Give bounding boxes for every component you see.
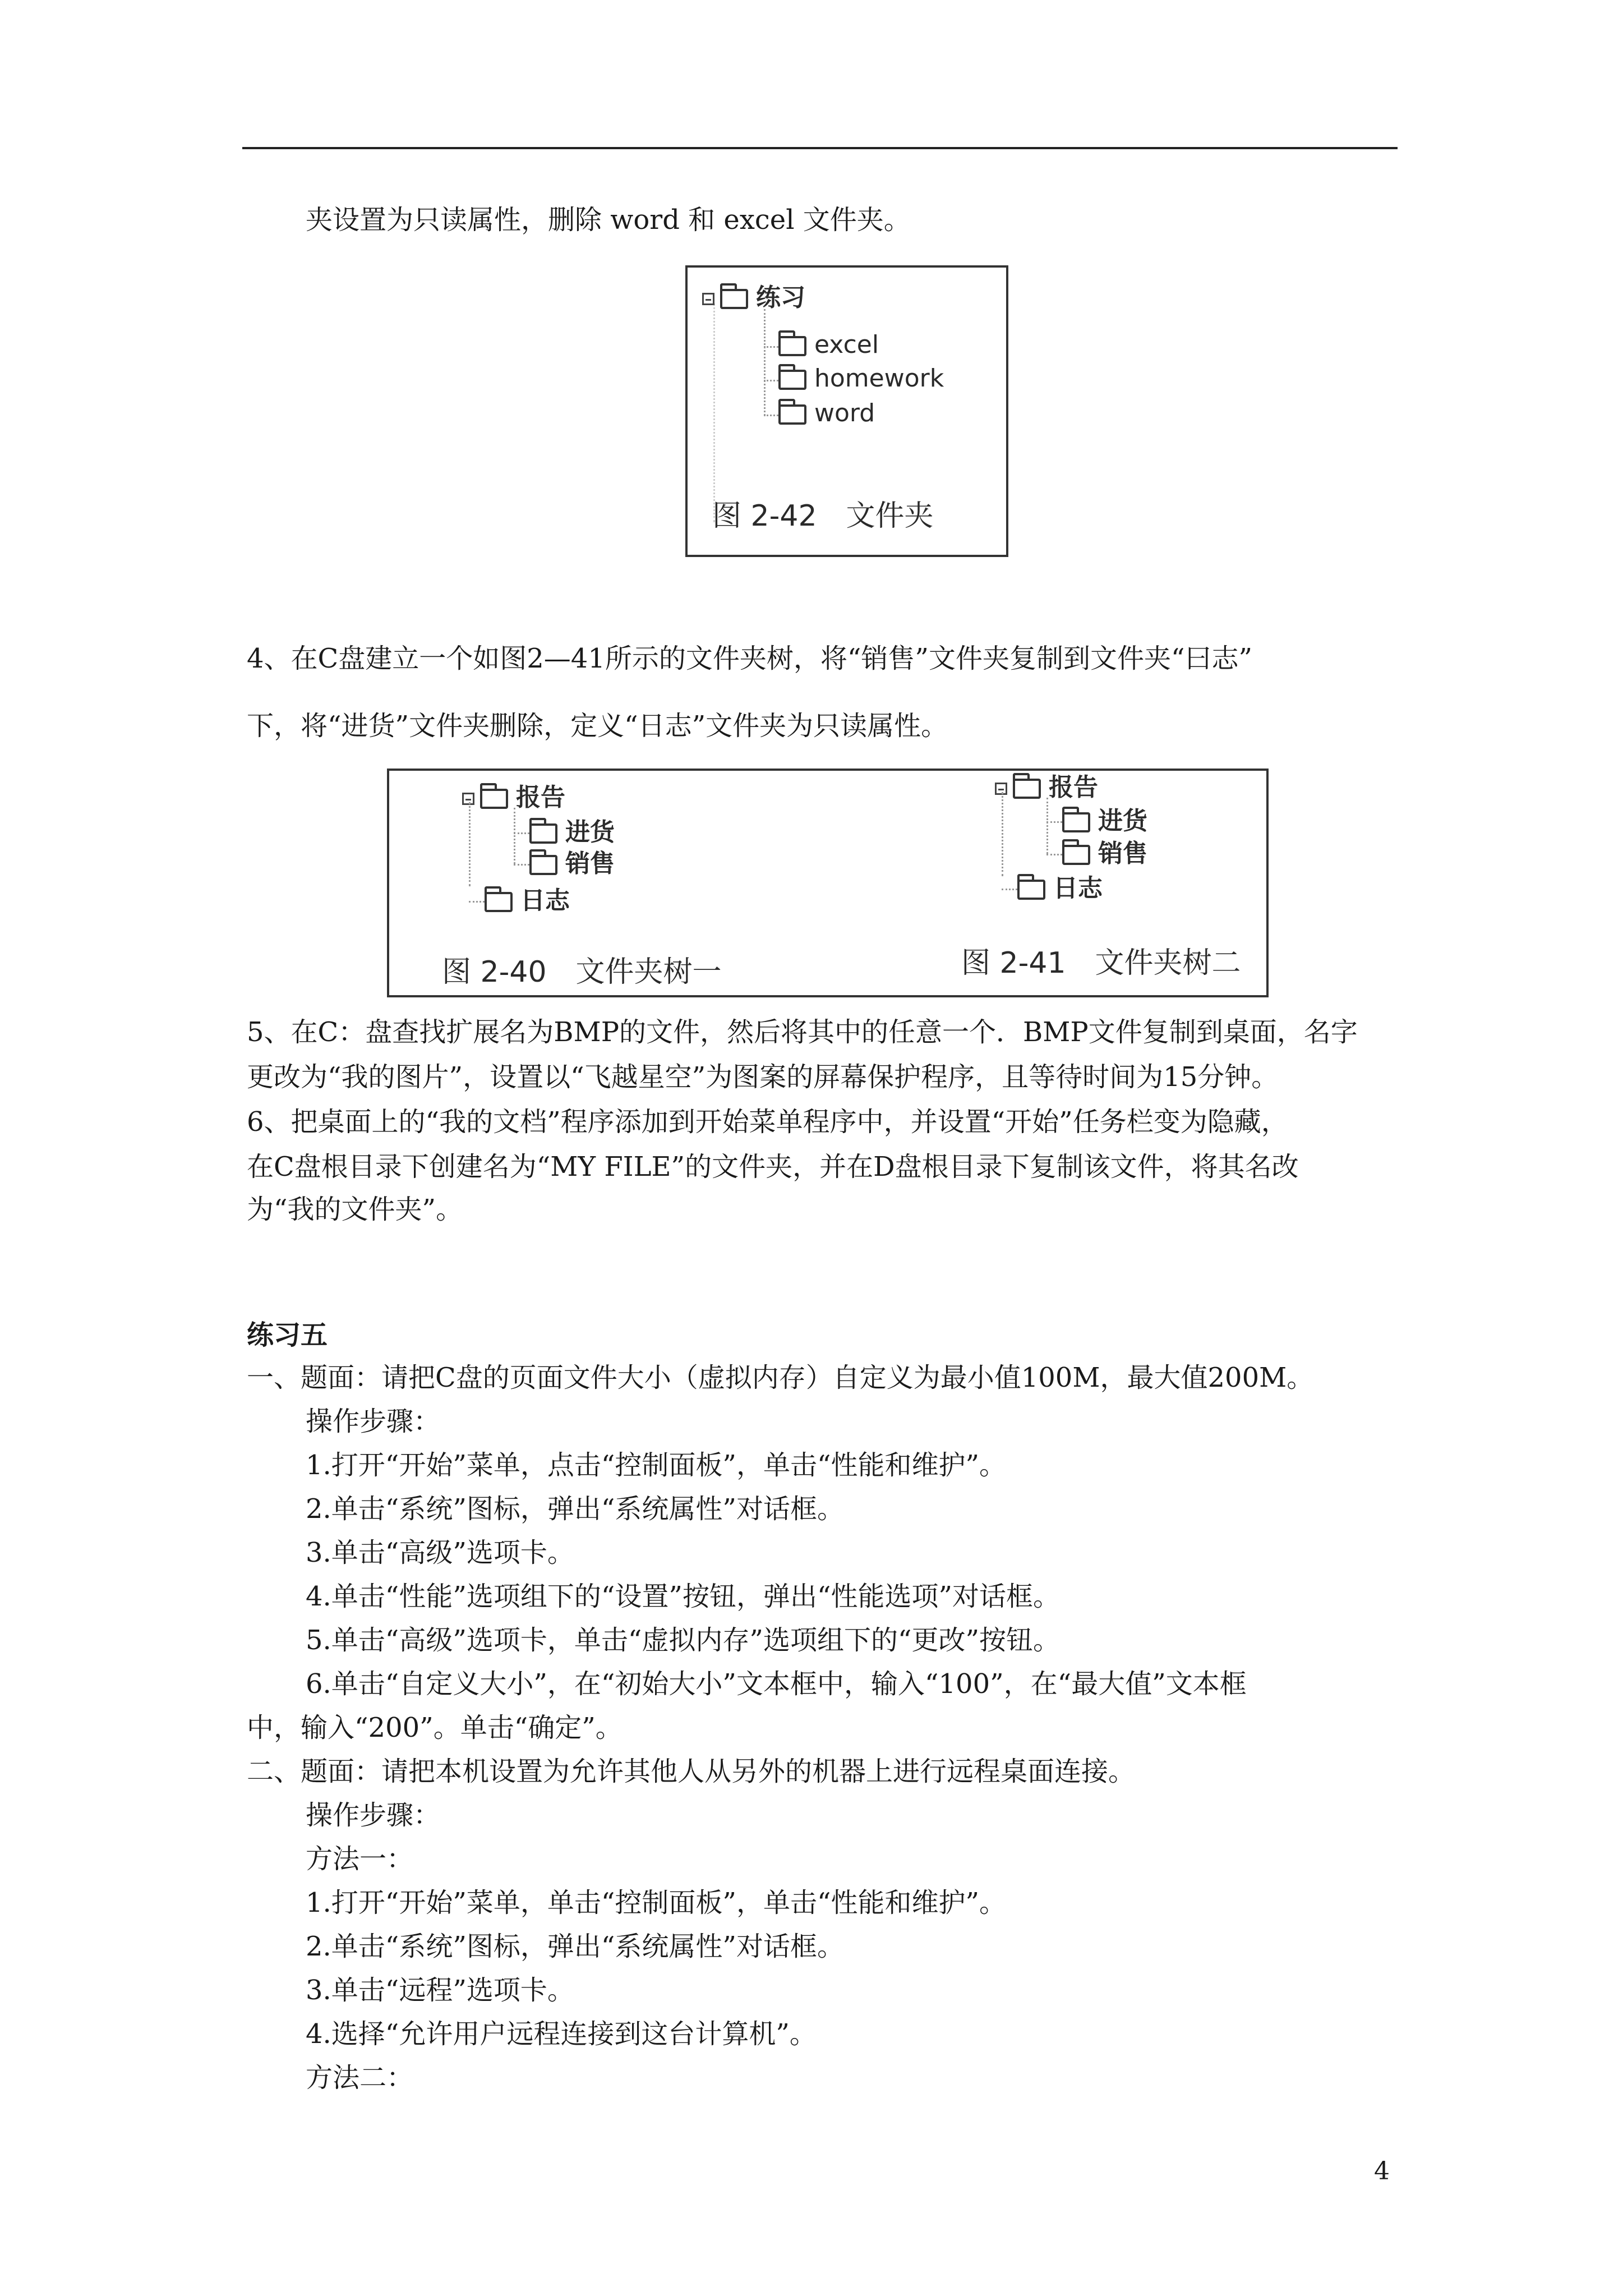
- tree-item: homework: [778, 364, 944, 393]
- text-line: 2.单击“系统”图标，弹出“系统属性”对话框。: [306, 1931, 844, 1962]
- folder-icon: [529, 855, 557, 875]
- figure-2-42: [685, 265, 1008, 557]
- text-line: 二、题面：请把本机设置为允许其他人从另外的机器上进行远程桌面连接。: [247, 1756, 1136, 1787]
- text-line: 更改为“我的图片”，设置以“飞越星空”为图案的屏幕保护程序，且等待时间为15分钟。: [247, 1061, 1279, 1093]
- collapse-icon: [462, 793, 474, 805]
- text-line: 1.打开“开始”菜单，单击“控制面板”，单击“性能和维护”。: [306, 1887, 1007, 1918]
- text-line: 方法二：: [306, 2062, 414, 2093]
- tree-item: excel: [778, 330, 879, 360]
- tree-item: 进货: [1062, 807, 1147, 836]
- figure-caption: 图 2-41 文件夹树二: [961, 946, 1241, 980]
- folder-icon: [1062, 845, 1090, 865]
- folder-icon: [529, 823, 557, 844]
- text-line: 操作步骤：: [306, 1406, 441, 1437]
- collapse-icon: [702, 293, 714, 305]
- tree-item: 销售: [529, 849, 615, 878]
- folder-icon: [778, 336, 806, 356]
- folder-icon: [1017, 880, 1045, 900]
- text-line: 3.单击“远程”选项卡。: [306, 1975, 574, 2006]
- text-line: 夹设置为只读属性，删除 word 和 excel 文件夹。: [306, 204, 911, 236]
- text-line: 4.选择“允许用户远程连接到这台计算机”。: [306, 2018, 817, 2050]
- folder-icon: [480, 789, 508, 809]
- text-line: 4、在C盘建立一个如图2—41所示的文件夹树，将“销售”文件夹复制到文件夹“曰志”: [247, 643, 1253, 674]
- tree-root: 练习: [702, 283, 805, 312]
- figure-caption: 图 2-40 文件夹树一: [442, 955, 722, 989]
- text-line: 2.单击“系统”图标，弹出“系统属性”对话框。: [306, 1493, 844, 1525]
- figure-caption: 图 2-42 文件夹: [712, 499, 934, 533]
- tree-item: 日志: [485, 886, 570, 915]
- folder-icon: [778, 404, 806, 425]
- text-line: 中，输入“200”。单击“确定”。: [247, 1712, 623, 1743]
- text-line: 操作步骤：: [306, 1800, 441, 1831]
- figure-2-40-41: [387, 769, 1269, 997]
- text-line: 6.单击“自定义大小”，在“初始大小”文本框中，输入“100”，在“最大值”文本框: [306, 1668, 1247, 1700]
- tree-item: 日志: [1017, 874, 1103, 903]
- folder-icon: [1013, 779, 1041, 799]
- text-line: 在C盘根目录下创建名为“MY FILE”的文件夹，并在D盘根目录下复制该文件，将其名改: [247, 1151, 1299, 1182]
- tree-root: 报告: [462, 783, 565, 812]
- section-heading: 练习五: [247, 1319, 328, 1351]
- tree-item: 销售: [1062, 839, 1147, 868]
- text-line: 方法一：: [306, 1843, 414, 1875]
- folder-icon: [1062, 812, 1090, 832]
- folder-icon: [485, 892, 513, 912]
- tree-root: 报告: [995, 773, 1098, 802]
- tree-item: word: [778, 399, 875, 428]
- tree-item: 进货: [529, 818, 615, 847]
- text-line: 为“我的文件夹”。: [247, 1194, 463, 1225]
- text-line: 5.单击“高级”选项卡，单击“虚拟内存”选项组下的“更改”按钮。: [306, 1625, 1061, 1656]
- page-number: 4: [1374, 2157, 1390, 2185]
- folder-icon: [778, 370, 806, 390]
- collapse-icon: [995, 783, 1007, 795]
- text-line: 3.单击“高级”选项卡。: [306, 1537, 574, 1568]
- text-line: 1.打开“开始”菜单，点击“控制面板”，单击“性能和维护”。: [306, 1450, 1007, 1481]
- text-line: 下，将“进货”文件夹删除，定义“日志”文件夹为只读属性。: [247, 710, 948, 742]
- text-line: 一、题面：请把C盘的页面文件大小（虚拟内存）自定义为最小值100M，最大值200M。: [247, 1362, 1314, 1393]
- header-rule: [242, 147, 1398, 149]
- text-line: 4.单击“性能”选项组下的“设置”按钮，弹出“性能选项”对话框。: [306, 1581, 1061, 1612]
- text-line: 6、把桌面上的“我的文档”程序添加到开始菜单程序中，并设置“开始”任务栏变为隐藏，: [247, 1106, 1288, 1138]
- folder-icon: [720, 289, 748, 309]
- text-line: 5、在C：盘查找扩展名为BMP的文件，然后将其中的任意一个．BMP文件复制到桌面，名字: [247, 1016, 1358, 1048]
